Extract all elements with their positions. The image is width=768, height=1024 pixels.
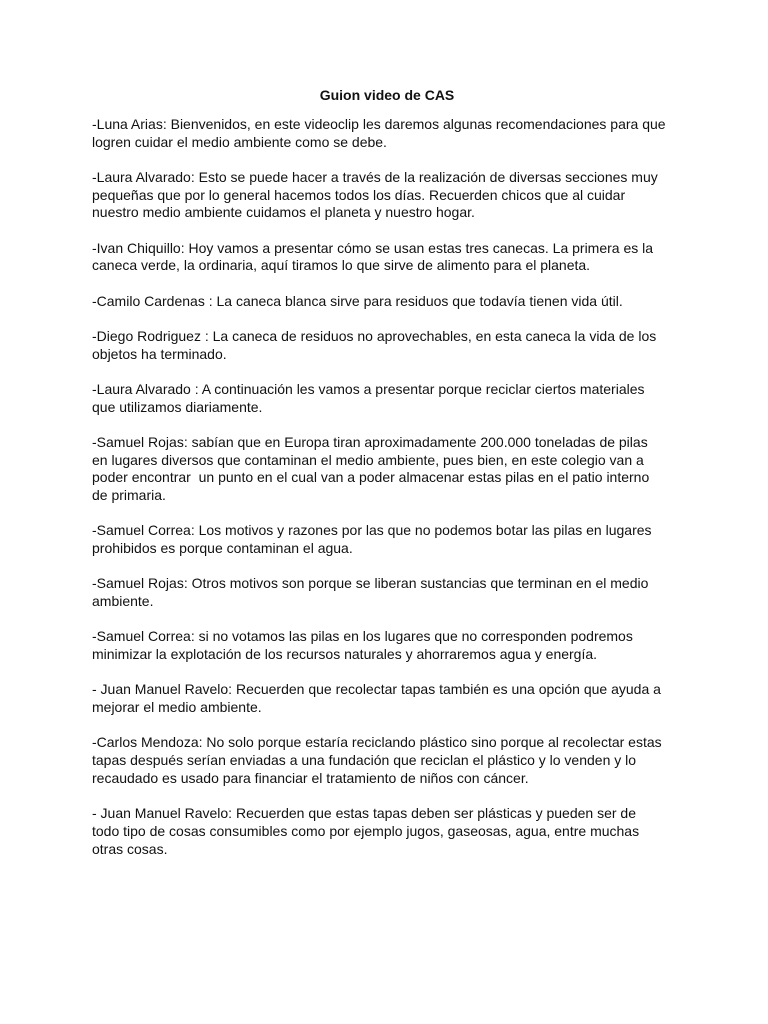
paragraph-line: minimizar la explotación de los recursos naturales y ahorraremos agua y energía. <box>92 646 598 663</box>
paragraph-line: mejorar el medio ambiente. <box>92 699 262 716</box>
script-paragraph <box>92 628 682 663</box>
paragraph-line: -Luna Arias: Bienvenidos, en este videoclip les daremos algunas recomendaciones para que <box>92 116 666 132</box>
paragraph-line: caneca verde, la ordinaria, aquí tiramos lo que sirve de alimento para el planeta. <box>92 257 591 274</box>
script-paragraph <box>92 328 682 363</box>
paragraph-line: recaudado es usado para financiar el tratamiento de niños con cáncer. <box>92 769 529 786</box>
paragraph-line: logren cuidar el medio ambiente como se debe. <box>92 133 387 150</box>
paragraph-line: nuestro medio ambiente cuidamos el planeta y nuestro hogar. <box>92 204 475 221</box>
paragraph-line: que utilizamos diariamente. <box>92 398 263 415</box>
paragraph-line: -Laura Alvarado : A continuación les vamos a presentar porque reciclar ciertos materiales <box>92 381 645 397</box>
paragraph-list <box>92 116 682 858</box>
script-paragraph <box>92 575 682 610</box>
script-paragraph <box>92 293 682 311</box>
script-paragraph <box>92 522 682 557</box>
paragraph-line: -Samuel Rojas: Otros motivos son porque se liberan sustancias que terminan en el medio <box>92 575 649 592</box>
paragraph-line: todo tipo de cosas consumibles como por ejemplo jugos, gaseosas, agua, entre muchas <box>92 822 640 839</box>
script-paragraph <box>92 169 682 222</box>
paragraph-line: tapas después serían enviadas a una fundación que reciclan el plástico y lo venden y lo <box>92 752 637 769</box>
script-paragraph <box>92 381 682 416</box>
paragraph-line: -Samuel Correa: Los motivos y razones por las que no podemos botar las pilas en lugares <box>92 522 652 539</box>
paragraph-line: -Carlos Mendoza: No solo porque estaría reciclando plástico sino porque al recolectar estas <box>92 734 662 751</box>
script-paragraph <box>92 805 682 858</box>
document-page <box>92 86 682 876</box>
paragraph-line: - Juan Manuel Ravelo: Recuerden que recolectar tapas también es una opción que ayuda a <box>92 681 661 698</box>
paragraph-line: pequeñas que por lo general hacemos todos los días. Recuerden chicos que al cuidar <box>92 186 626 203</box>
script-paragraph <box>92 434 682 505</box>
paragraph-line: -Samuel Rojas: sabían que en Europa tiran aproximadamente 200.000 toneladas de pilas <box>92 434 648 450</box>
paragraph-line: -Samuel Correa: si no votamos las pilas en los lugares que no corresponden podremos <box>92 628 633 645</box>
script-paragraph <box>92 240 682 275</box>
paragraph-line: prohibidos es porque contaminan el agua. <box>92 540 353 557</box>
script-paragraph <box>92 116 682 151</box>
paragraph-line: -Camilo Cardenas : La caneca blanca sirve para residuos que todavía tienen vida útil. <box>92 292 623 309</box>
paragraph-line: ambiente. <box>92 593 154 610</box>
script-paragraph <box>92 734 682 787</box>
script-paragraph <box>92 681 682 716</box>
paragraph-line: -Ivan Chiquillo: Hoy vamos a presentar cómo se usan estas tres canecas. La primera es la <box>92 239 654 256</box>
paragraph-line: otras cosas. <box>92 840 168 857</box>
document-title: Guion video de CAS <box>319 87 455 103</box>
paragraph-line: poder encontrar un punto en el cual van a poder almacenar estas pilas en el patio interno <box>92 469 650 486</box>
paragraph-line: de primaria. <box>92 487 166 504</box>
paragraph-line: en lugares diversos que contaminan el medio ambiente, pues bien, en este colegio van a <box>92 451 644 468</box>
paragraph-line: objetos ha terminado. <box>92 345 227 362</box>
paragraph-line: - Juan Manuel Ravelo: Recuerden que estas tapas deben ser plásticas y pueden ser de <box>92 805 637 822</box>
paragraph-line: -Laura Alvarado: Esto se puede hacer a través de la realización de diversas secciones muy <box>92 169 658 185</box>
paragraph-line: -Diego Rodriguez : La caneca de residuos no aprovechables, en esta caneca la vida de los <box>92 328 657 344</box>
